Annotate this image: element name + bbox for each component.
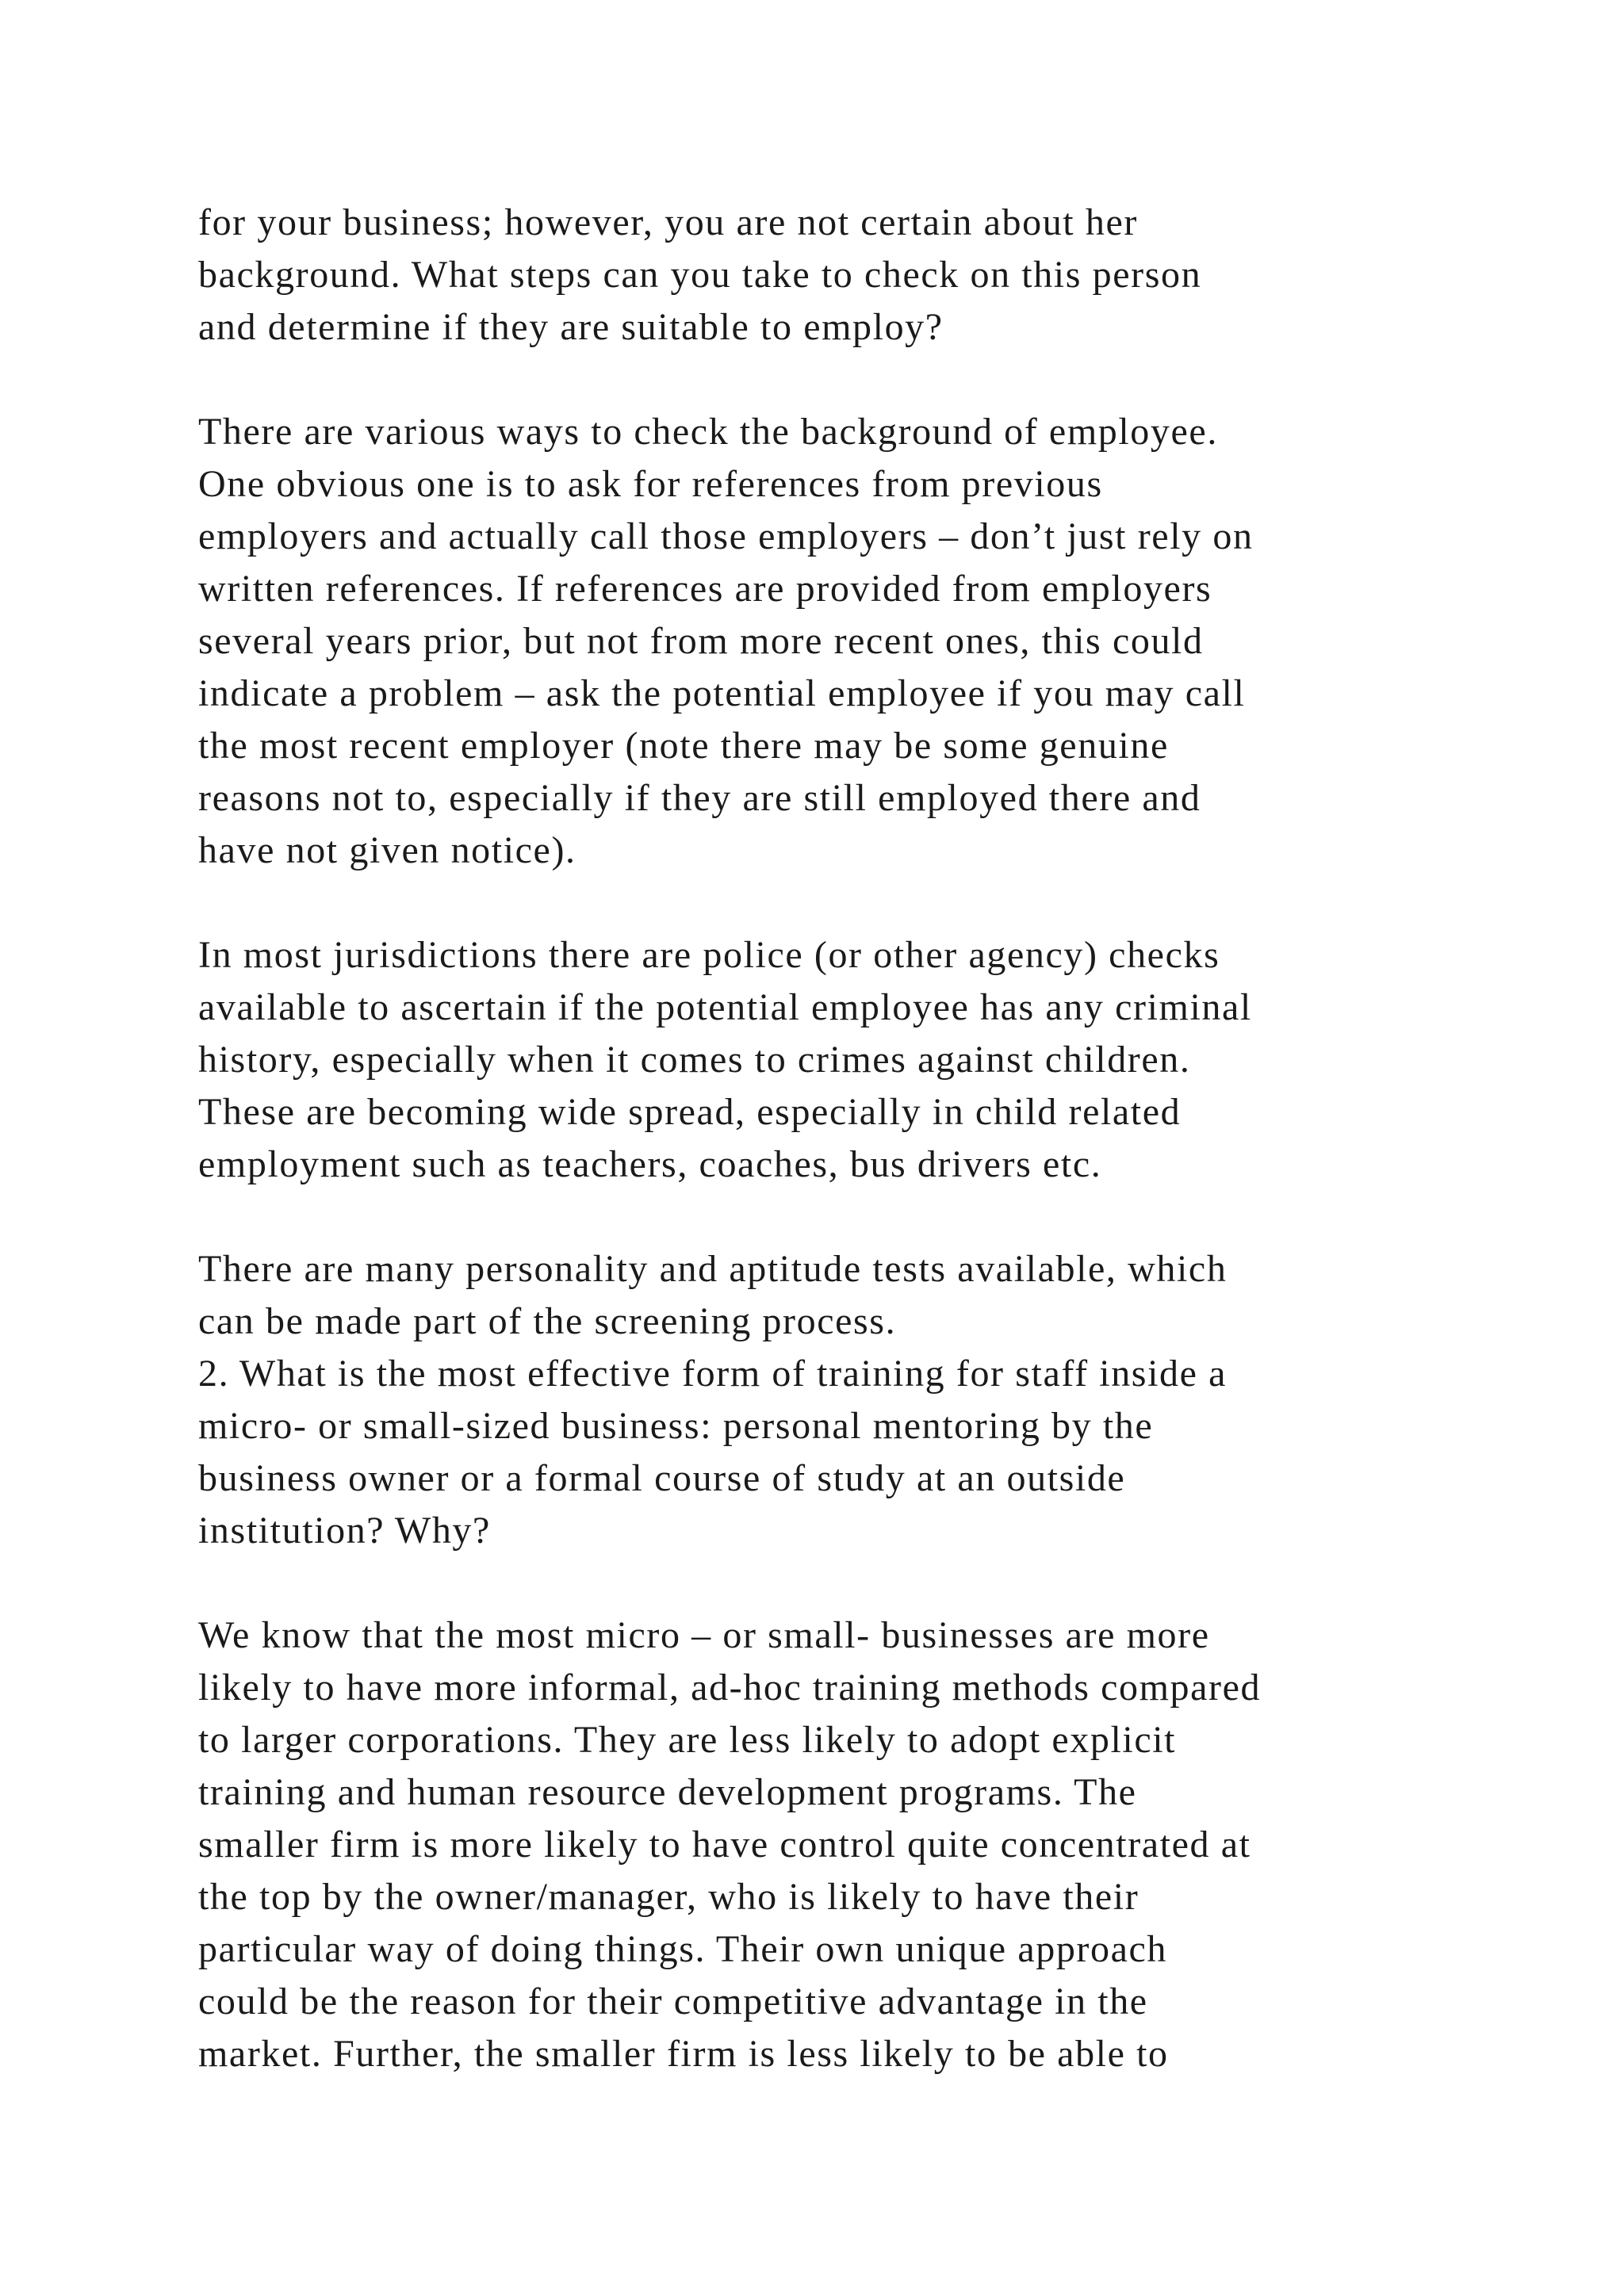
- text-line: particular way of doing things. Their own unique approach: [198, 1928, 1168, 1970]
- text-line: These are becoming wide spread, especially in child related: [198, 1091, 1182, 1133]
- text-line: We know that the most micro – or small- businesses are more: [198, 1614, 1210, 1656]
- text-line: There are various ways to check the background of employee.: [198, 411, 1218, 453]
- text-line: likely to have more informal, ad-hoc training methods compared: [198, 1667, 1262, 1709]
- paragraph: [198, 929, 1435, 1191]
- text-line: smaller firm is more likely to have control quite concentrated at: [198, 1823, 1251, 1866]
- text-line: several years prior, but not from more recent ones, this could: [198, 620, 1204, 662]
- text-line: the top by the owner/manager, who is likely to have their: [198, 1876, 1139, 1918]
- text-line: can be made part of the screening process.: [198, 1300, 897, 1342]
- text-line: One obvious one is to ask for references from previous: [198, 463, 1103, 505]
- text-line: for your business; however, you are not certain about her: [198, 201, 1138, 243]
- text-line: There are many personality and aptitude tests available, which: [198, 1248, 1228, 1290]
- text-line: available to ascertain if the potential employee has any criminal: [198, 986, 1252, 1028]
- paragraph: [198, 1243, 1435, 1557]
- text-line: written references. If references are provided from employers: [198, 568, 1212, 610]
- paragraph-spacer: [198, 877, 1435, 929]
- paragraph-spacer: [198, 1557, 1435, 1609]
- text-line: and determine if they are suitable to employ?: [198, 306, 944, 348]
- text-line: employment such as teachers, coaches, bus drivers etc.: [198, 1143, 1102, 1185]
- question-line: business owner or a formal course of study at an outside: [198, 1457, 1126, 1499]
- paragraph-spacer: [198, 354, 1435, 406]
- paragraph: [198, 197, 1435, 354]
- question-line: micro- or small-sized business: personal mentoring by the: [198, 1405, 1154, 1447]
- text-line: employers and actually call those employers – don’t just rely on: [198, 515, 1254, 557]
- text-line: market. Further, the smaller firm is less likely to be able to: [198, 2033, 1169, 2075]
- paragraph: [198, 1609, 1435, 2080]
- text-line: could be the reason for their competitive advantage in the: [198, 1980, 1148, 2022]
- text-line: training and human resource development programs. The: [198, 1771, 1137, 1813]
- document-body: [198, 197, 1435, 2080]
- text-line: indicate a problem – ask the potential employee if you may call: [198, 672, 1246, 714]
- text-line: have not given notice).: [198, 829, 576, 871]
- text-line: the most recent employer (note there may be some genuine: [198, 725, 1169, 767]
- text-line: In most jurisdictions there are police (or other agency) checks: [198, 934, 1220, 976]
- text-line: history, especially when it comes to crimes against children.: [198, 1039, 1191, 1081]
- question-line: institution? Why?: [198, 1510, 491, 1552]
- text-line: background. What steps can you take to check on this person: [198, 254, 1202, 296]
- paragraph: [198, 406, 1435, 877]
- text-line: reasons not to, especially if they are still employed there and: [198, 777, 1201, 819]
- paragraph-spacer: [198, 1191, 1435, 1243]
- question-line: 2. What is the most effective form of training for staff inside a: [198, 1353, 1228, 1395]
- text-line: to larger corporations. They are less likely to adopt explicit: [198, 1719, 1177, 1761]
